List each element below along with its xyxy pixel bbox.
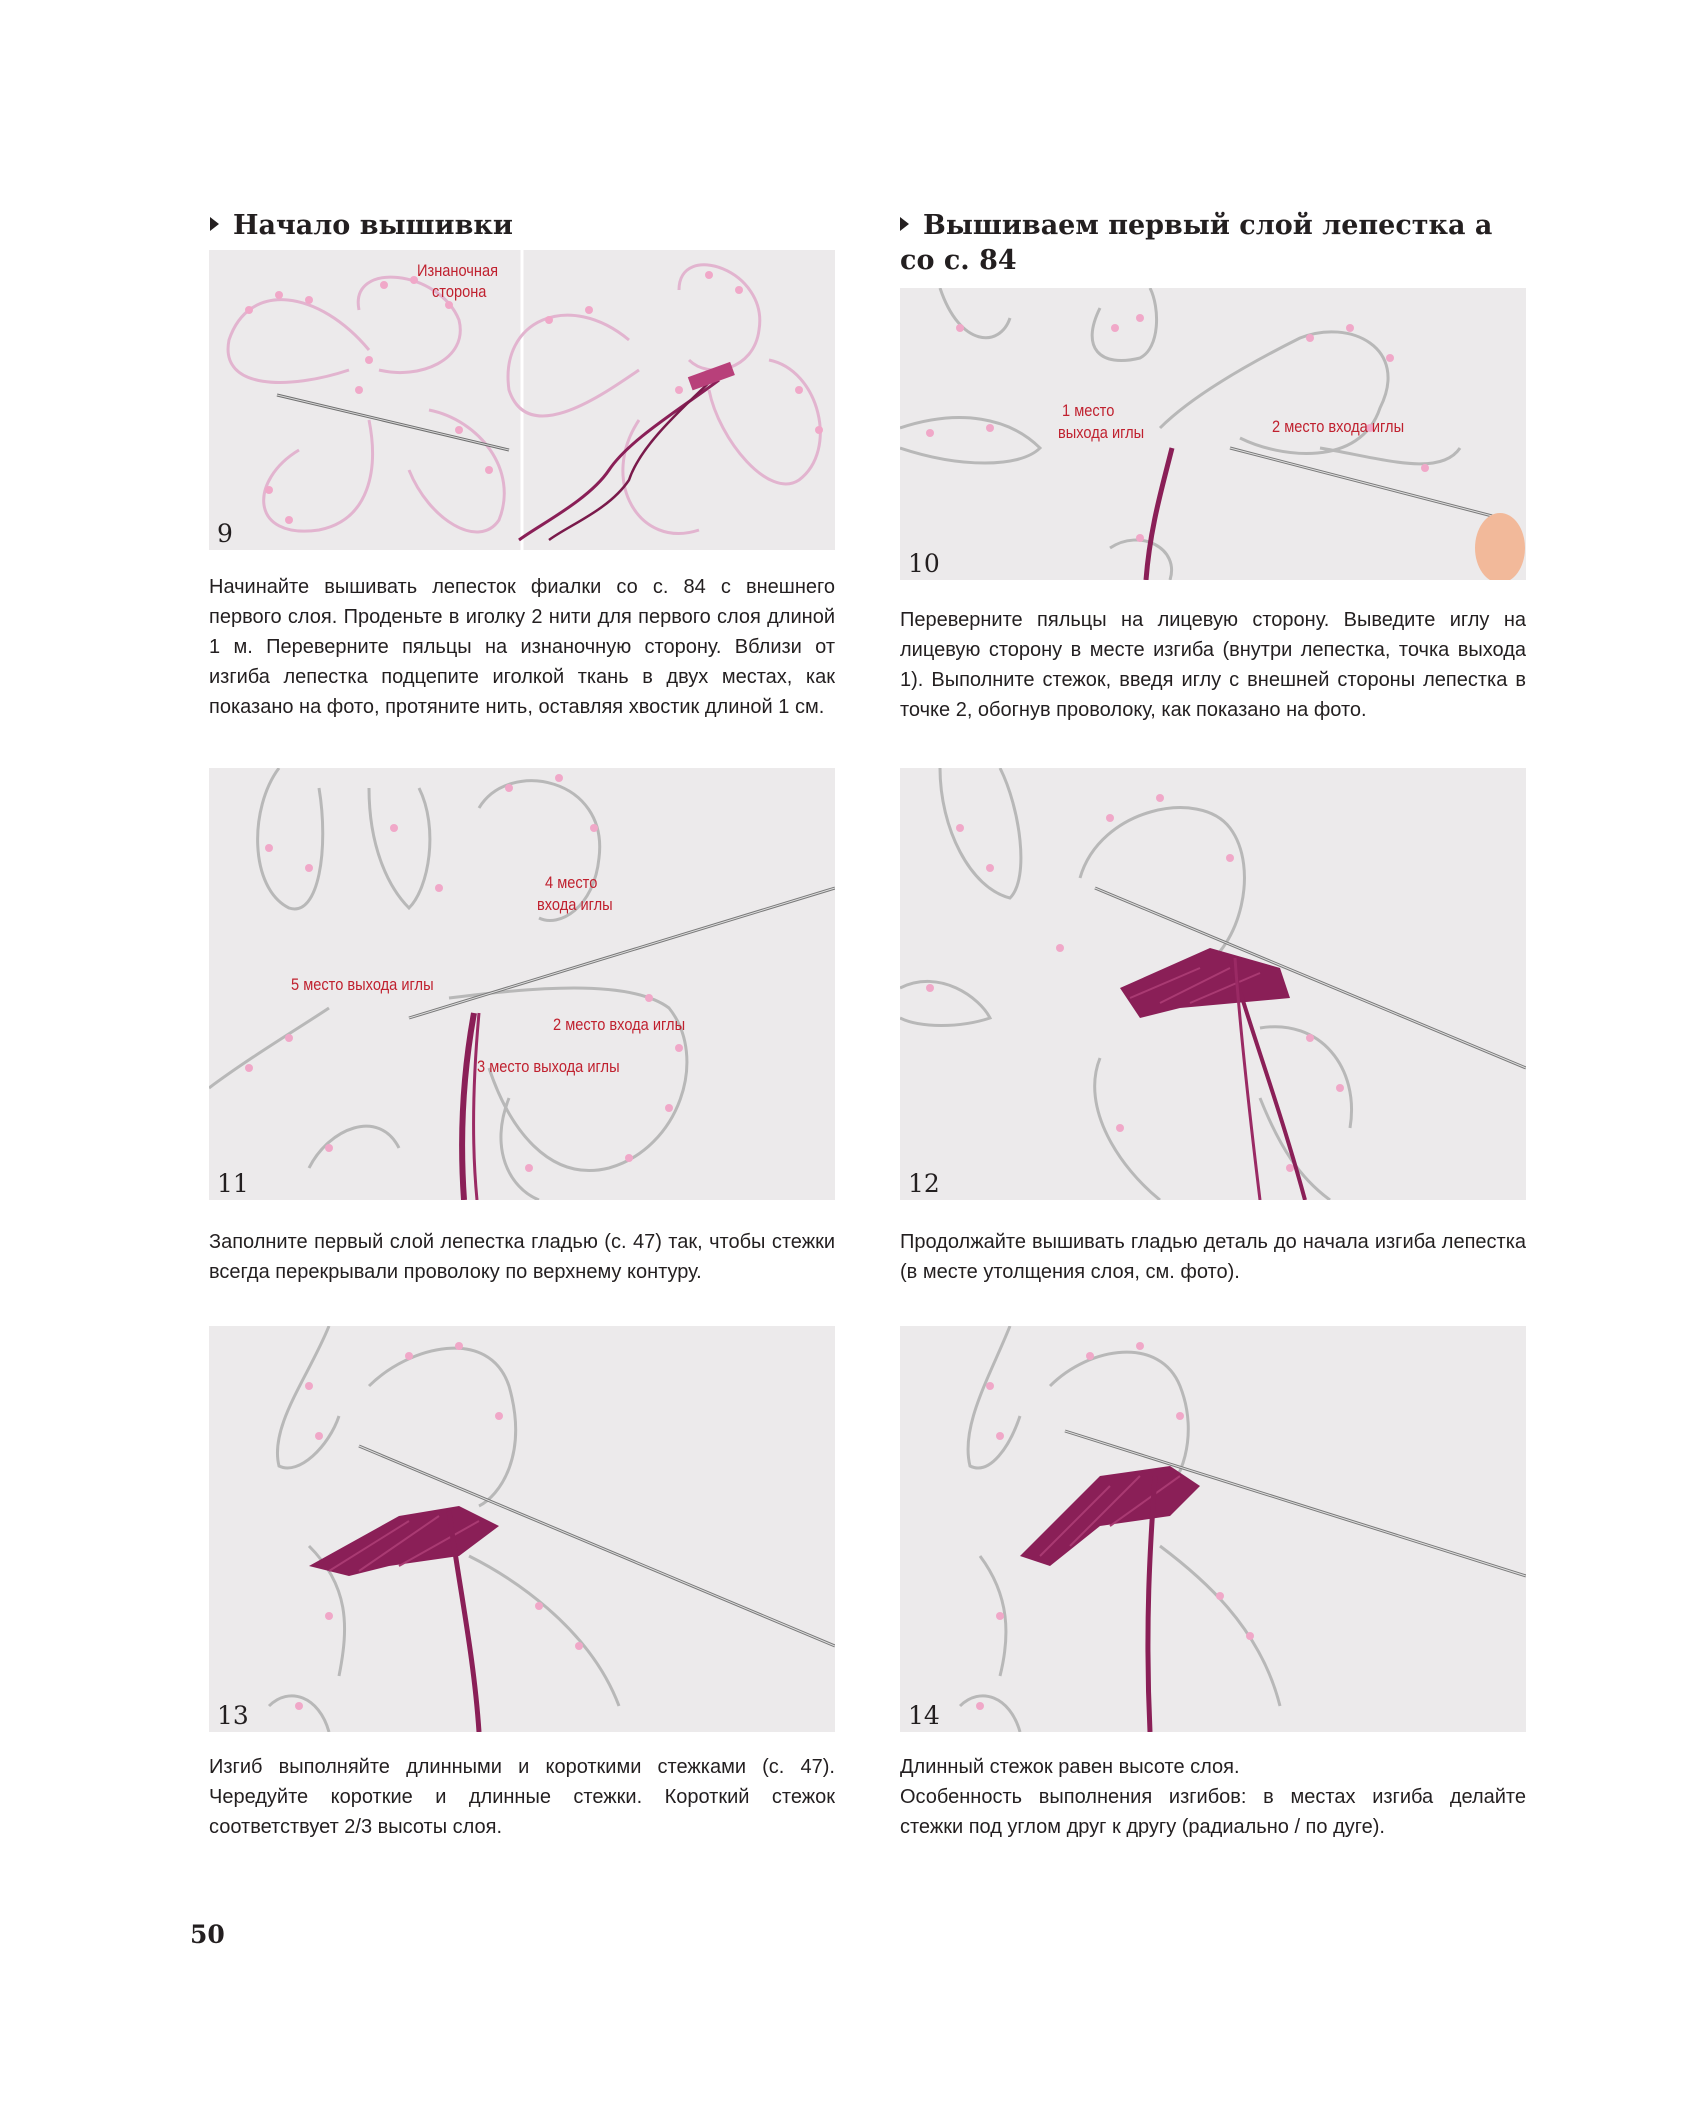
step-11-photo: [209, 768, 835, 1200]
page-number: 50: [190, 1920, 225, 1949]
step-10-annotation-entry-2: 2 место входа иглы: [1272, 417, 1405, 436]
step-10-annotation-exit-1b: выхода иглы: [1058, 423, 1145, 442]
step-14-caption-line1: Длинный стежок равен высоте слоя.: [900, 1756, 1240, 1778]
step-9-number: 9: [217, 519, 233, 548]
step-10-illustration: [900, 288, 1526, 580]
step-12-caption-text: Продолжайте вышивать гладью деталь до начала изгиба лепестка (в месте утолщения слоя, см. фото).: [900, 1231, 1526, 1283]
step-14-number: 14: [908, 1701, 940, 1730]
step-13-caption-text: Изгиб выполняйте длинными и короткими стежками (с. 47). Чередуйте короткие и длинные стежки. Короткий стежок соответствует 2/3 высоты слоя.: [209, 1756, 835, 1838]
step-11-annotation-entry-4b: входа иглы: [537, 895, 613, 914]
section-heading-start: [210, 208, 513, 243]
step-12-illustration: [900, 768, 1526, 1200]
step-13-photo: [209, 1326, 835, 1732]
step-10-caption: [900, 605, 1526, 725]
step-13-number: 13: [217, 1701, 249, 1730]
step-10-number: 10: [908, 549, 940, 578]
bullet-triangle-icon: [210, 217, 219, 231]
step-9-annotation-wrong-side-1: Изнаночная: [417, 261, 499, 280]
step-13-caption: [209, 1752, 835, 1842]
step-11-annotation-exit-5: 5 место выхода иглы: [291, 975, 434, 994]
step-11-caption: [209, 1227, 835, 1287]
section-heading-start-text: Начало вышивки: [233, 210, 513, 241]
step-14-caption-line2: Особенность выполнения изгибов: в местах изгиба делайте стежки под углом друг к другу (радиально / по дуге).: [900, 1786, 1526, 1838]
step-11-annotation-entry-4a: 4 место: [545, 873, 598, 892]
step-9-caption: [209, 572, 835, 722]
step-9-caption-text: Начинайте вышивать лепесток фиалки со с. 84 с внешнего первого слоя. Проденьте в иголку 2 нити для первого слоя длиной 1 м. Переверните пяльцы на изнаночную сторону. Вблизи от изгиба лепестка подцепите иголкой ткань в двух местах, как показано на фото, протяните нить, оставляя хвостик длиной 1 см.: [209, 576, 835, 718]
step-11-caption-text: Заполните первый слой лепестка гладью (с. 47) так, чтобы стежки всегда перекрывали проволоку по верхнему контуру.: [209, 1231, 835, 1283]
step-11-annotation-entry-2: 2 место входа иглы: [553, 1015, 686, 1034]
step-14-caption: [900, 1752, 1526, 1842]
step-12-photo: [900, 768, 1526, 1200]
step-14-illustration: [900, 1326, 1526, 1732]
step-13-illustration: [209, 1326, 835, 1732]
step-9-photo: [209, 250, 835, 550]
step-11-annotation-exit-3: 3 место выхода иглы: [477, 1057, 620, 1076]
step-10-photo: [900, 288, 1526, 580]
section-heading-first-layer-line2: со с. 84: [900, 245, 1017, 276]
step-10-caption-text: Переверните пяльцы на лицевую сторону. Выведите иглу на лицевую сторону в месте изгиба (внутри лепестка, точка выхода 1). Выполните стежок, введя иглу с внешней стороны лепестка в точке 2, обогнув проволоку, как показано на фото.: [900, 609, 1526, 721]
section-heading-first-layer: [900, 208, 1492, 278]
step-9-annotation-wrong-side-2: сторона: [432, 282, 487, 301]
section-heading-first-layer-line1: Вышиваем первый слой лепестка а: [923, 210, 1493, 241]
step-12-number: 12: [908, 1169, 940, 1198]
step-12-caption: [900, 1227, 1526, 1287]
step-11-number: 11: [217, 1169, 249, 1198]
bullet-triangle-icon: [900, 217, 909, 231]
step-9-illustration: [209, 250, 835, 550]
step-10-annotation-exit-1a: 1 место: [1062, 401, 1115, 420]
step-14-photo: [900, 1326, 1526, 1732]
